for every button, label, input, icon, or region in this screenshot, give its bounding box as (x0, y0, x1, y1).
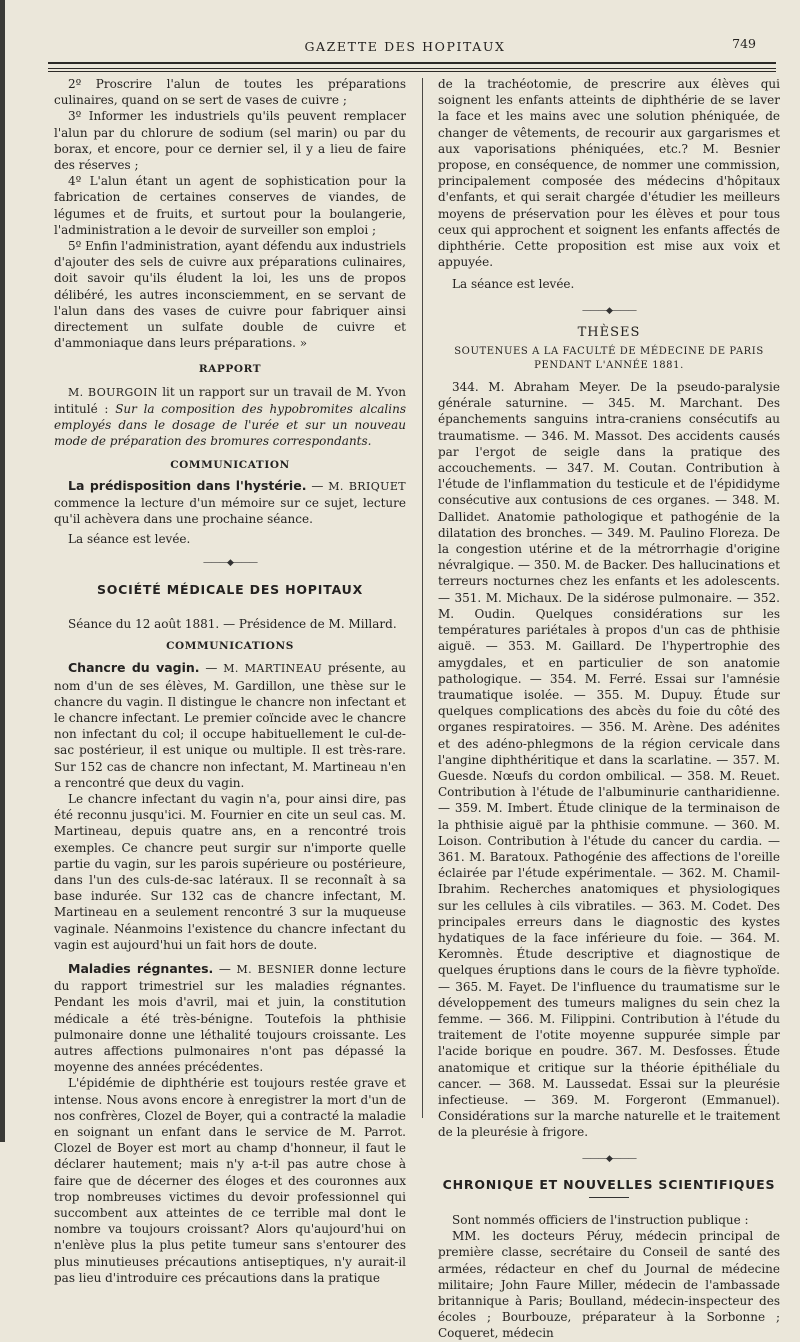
header-double-rule (48, 62, 776, 69)
section-ornament: ———◆——— (203, 558, 257, 569)
chancre-paragraph (54, 660, 406, 791)
rapport-text: lit un rapport sur un travail de M. Yvon intitulé : (54, 384, 407, 416)
predisposition-label: La prédisposition dans l'hystérie. (68, 477, 307, 493)
chancre-author: M. MARTINEAU (223, 662, 323, 676)
seance-levee-right: La séance est levée. (452, 277, 575, 292)
predisposition-dash: — (306, 478, 329, 493)
rapport-title: Sur la composition des hypobromites alcalins employés dans le dosage de l'urée et sur un nouveau mode de préparation des bromures correspondants. (54, 401, 406, 449)
theses-subtitle-1: SOUTENUES A LA FACULTÉ DE MÉDECINE DE PARIS (454, 346, 764, 358)
header-thin-rule (48, 71, 776, 72)
paragraph-item-5: 5º Enfin l'administration, ayant défendu aux industriels d'ajouter des sels de cuivre aux préparations culinaires, doit savoir qu'ils éludent la loi, les uns de propos délibéré, les autres inconsciemment, en se servant de l'alun dans des vases de cuivre pour fabriquer ainsi directement un sulfate double de cuivre et d'ammoniaque dans leurs préparations. » (54, 239, 406, 351)
page-binding-edge (0, 0, 5, 1142)
theses-list: 344. M. Abraham Meyer. De la pseudo-paralysie générale saturnine. — 345. M. Marchant. Des épanchements sanguins intra-craniens consécutifs au traumatisme. — 346. M. Massot. Des accidents causés par l'ergot de seigle dans la pratique des accouchements. — 347. M. Coutan. Contribution à l'étude de l'inflammation du testicule et de l'épididyme consécutive aux contusions de ces organes. — 348. M. Dallidet. Anatomie pathologique et pathogénie de la dilatation des bronches. — 349. M. Paulino Floreza. De la congestion utérine et de la métrorrhagie d'origine névralgique. — 350. M. de Backer. Des hallucinations et terreurs nocturnes chez les enfants et les adolescents. — 351. M. Michaux. De la sidérose pulmonaire. — 352. M. Oudin. Quelques considérations sur les températures pariétales à propos d'un cas de phthisie aiguë. — 353. M. Gaillard. De l'hypertrophie des amygdales, et en particulier de son anatomie pathologique. — 354. M. Ferré. Essai sur l'amnésie traumatique isolée. — 355. M. Dupuy. Étude sur quelques complications des abcès du foie du côté des organes respiratoires. — 356. M. Arène. Des adénites et des adéno-phlegmons de la région cervicale dans l'angine diphthéritique et dans la scarlatine. — 357. M. Guesde. Nœufs du cordon ombilical. — 358. M. Reuet. Contribution à l'étude de l'albuminurie cantharidienne. — 359. M. Imbert. Étude clinique de la terminaison de la phthisie aiguë par la phthisie commune. — 360. M. Loison. Contribution à l'étude du cancer du cardia. — 361. M. Baratoux. Pathogénie des affections de l'oreille éclairée par l'étude expérimentale. — 362. M. Chamil-Ibrahim. Recherches anatomiques et physiologiques sur les cellules à cils vibratiles. — 363. M. Codet. Des principales erreurs dans le diagnostic des kystes hydatiques de la face inférieure du foie. — 364. M. Keromnès. Étude descriptive et diagnostique de quelques éruptions dans le cours de la fièvre typhoïde. — 365. M. Fayet. De l'influence du traumatisme sur le développement des tumeurs malignes du sein chez la femme. — 366. M. Filippini. Contribution à l'étude du traitement de l'otite moyenne suppurée simple par l'acide borique en poudre. 367. M. Desfosses. Étude anatomique et critique sur la théorie épithéliale du cancer. — 368. M. Laussedat. Essai sur la pleurésie infectieuse. — 369. M. Forgeront (Emmanuel). Considérations sur la marche naturelle et le traitement de la pleurésie à frigore. (438, 380, 780, 1140)
chancre-paragraph-2: Le chancre infectant du vagin n'a, pour ainsi dire, pas été reconnu jusqu'ici. M. Fournier en cite un seul cas. M. Martineau, depuis quatre ans, en a rencontré trois exemples. Ce chancre peut surgir sur n'importe quelle partie du vagin, sur les parois supérieure ou postérieure, dans l'un des culs-de-sac latéraux. Il se reconnaît à sa base indurée. Sur 132 cas de chancre infectant, M. Martineau en a seulement rencontré 3 sur la muqueuse vaginale. Néanmoins l'existence du chancre infectant du vagin est aujourd'hui un fait hors de doute. (54, 791, 406, 952)
officiers-paragraph: Sont nommés officiers de l'instruction publique : (452, 1213, 749, 1227)
journal-title: GAZETTE DES HOPITAUX (304, 39, 506, 54)
predisposition-author: M. BRIQUET (328, 479, 406, 493)
chronique-heading: CHRONIQUE ET NOUVELLES SCIENTIFIQUES (442, 1176, 776, 1192)
column-divider (422, 78, 423, 1118)
maladies-paragraph (54, 961, 406, 1075)
paragraph-item-3: 3º Informer les industriels qu'ils peuvent remplacer l'alun par du chlorure de sodium (sel marin) ou par du borax, et encore, pour ce dernier sel, il y a lieu de faire des réserves ; (54, 109, 406, 173)
predisposition-text: commence la lecture d'un mémoire sur ce sujet, lecture qu'il achèvera dans une prochaine séance. (54, 495, 406, 527)
paragraph-item-4: 4º L'alun étant un agent de sophistication pour la fabrication de certaines conserves de viandes, de légumes et de fruits, et surtout pour la boulangerie, l'administration a le devoir de surveiller son emploi ; (54, 174, 406, 237)
maladies-text: donne lecture du rapport trimestriel sur les maladies régnantes. Pendant les mois d'avril, mai et juin, la constitution médicale a été très-bénigne. Toutefois la phthisie pulmonaire donne une léthalité toujours croissante. Les autres affections pulmonaires n'ont pas dépassé la moyenne des années précédentes. (54, 961, 407, 1075)
chancre-dash: — (199, 661, 224, 676)
chancre-label: Chancre du vagin. (68, 660, 200, 676)
maladies-label: Maladies régnantes. (68, 960, 214, 976)
maladies-author: M. BESNIER (236, 962, 315, 976)
theses-heading: THÈSES (577, 324, 641, 340)
seance-date: Séance du 12 août 1881. — Présidence de M. Millard. (68, 616, 397, 631)
communication-heading: COMMUNICATION (170, 459, 290, 472)
rapport-paragraph (54, 384, 406, 450)
rapport-heading: RAPPORT (198, 363, 262, 376)
paragraph-item-2: 2º Proscrire l'alun de toutes les préparations culinaires, quand on se sert de vases de cuivre ; (54, 77, 406, 108)
running-header (40, 36, 770, 58)
theses-subtitle-2: PENDANT L'ANNÉE 1881. (534, 360, 684, 372)
seance-levee: La séance est levée. (68, 532, 191, 547)
page-number: 749 (732, 36, 756, 51)
communications-heading: COMMUNICATIONS (166, 640, 294, 653)
section-ornament-1: ———◆——— (582, 305, 636, 316)
epidemie-paragraph: L'épidémie de diphthérie est toujours restée grave et intense. Nous avons encore à enregistrer la mort d'un de nos confrères, Clozel de Boyer, qui a contracté la maladie en soignant un enfant dans le service de M. Parrot. Clozel de Boyer est mort au champ d'honneur, il faut le déclarer hautement; mais n'y a-t-il pas autre chose à faire que de décerner des éloges et des couronnes aux trop nombreuses victimes du devoir professionnel qui succombent aux atteintes de ce terrible mal dont le nombre va toujours croissant? Alors qu'aujourd'hui on n'enlève plus la plus petite tumeur sans s'entourer des plus minutieuses précautions antiseptiques, n'y aurait-il pas lieu d'introduire ces précautions dans la pratique (54, 1076, 406, 1285)
left-column (54, 76, 406, 1286)
nominations-paragraph: MM. les docteurs Péruy, médecin principal de première classe, secrétaire du Conseil de santé des armées, rédacteur en chef du Journal de médecine militaire; John Faure Miller, médecin de l'ambassade britannique à Paris; Boulland, médecin-inspecteur des écoles ; Bourbouze, préparateur à la Sorbonne ; Coqueret, médecin (438, 1229, 780, 1341)
section-ornament-2: ———◆——— (582, 1153, 636, 1164)
chronique-rule (589, 1197, 629, 1198)
chancre-text: présente, au nom d'un de ses élèves, M. Gardillon, une thèse sur le chancre du vagin. Il distingue le chancre non infectant et le chancre infectant. Le premier coïncide avec le chancre non infectant du col; il occupe habituellement le cul-de-sac postérieur, il est unique ou multiple. Il est très-rare. Sur 152 cas de chancre non infectant, M. Martineau n'en a rencontré que deux du vagin. (54, 661, 406, 790)
rapport-author: M. BOURGOIN (68, 385, 158, 399)
continued-paragraph: de la trachéotomie, de prescrire aux élèves qui soignent les enfants atteints de diphthérie de se laver la face et les mains avec une solution phéniquée, de changer de vêtements, de recourir aux gargarismes et aux vaporisations phéniquées, etc.? M. Besnier propose, en conséquence, de nommer une commission, principalement composée des médecins d'hôpitaux d'enfants, et qui serait chargée d'étudier les meilleurs moyens de préservation pour les élèves et pour tous ceux qui approchent et soignent les enfants affectés de diphthérie. Cette proposition est mise aux voix et appuyée. (438, 77, 780, 270)
societe-heading: SOCIÉTÉ MÉDICALE DES HOPITAUX (96, 581, 364, 597)
predisposition-paragraph (54, 478, 406, 528)
right-column (438, 76, 780, 1342)
maladies-dash: — (213, 961, 237, 976)
